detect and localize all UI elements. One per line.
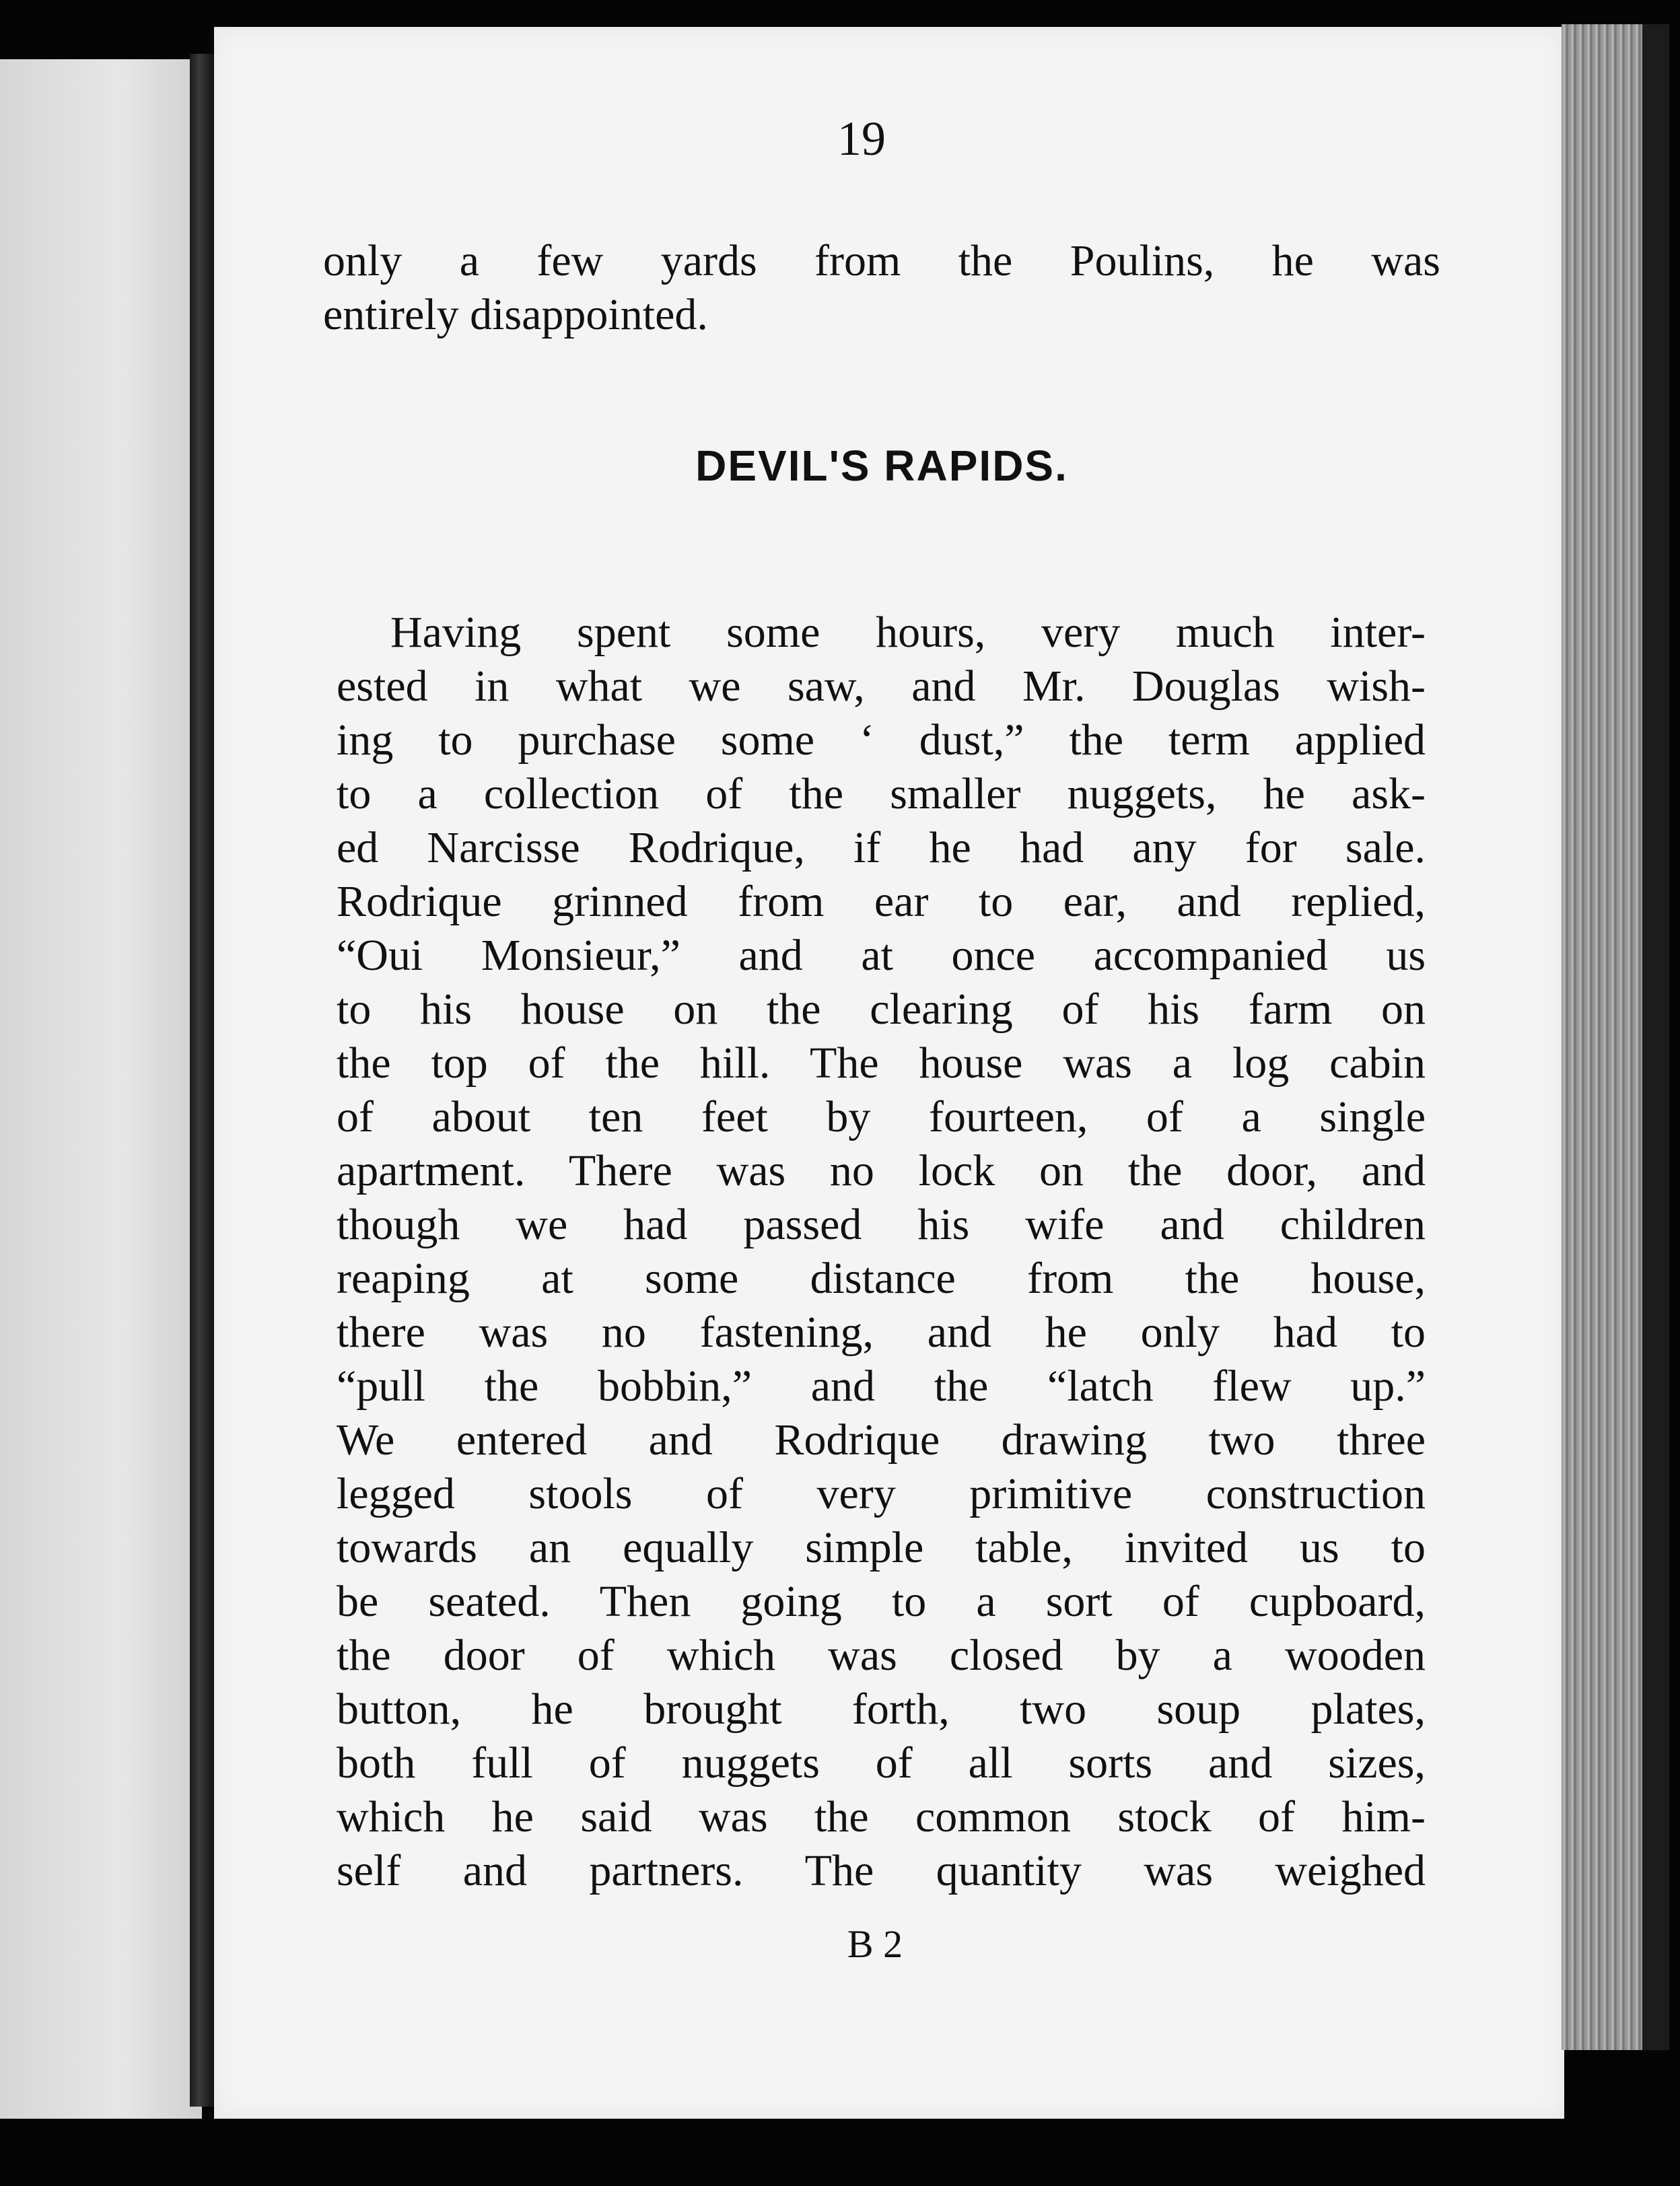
text-line: We entered and Rodrique drawing two three bbox=[337, 1415, 1426, 1465]
text-line: ested in what we saw, and Mr. Douglas wish- bbox=[337, 662, 1426, 711]
text-line: reaping at some distance from the house, bbox=[337, 1254, 1426, 1303]
text-line: ing to purchase some ‘ dust,” the term applied bbox=[337, 715, 1426, 765]
book-cover-edge bbox=[1642, 24, 1669, 2050]
text-line: to his house on the clearing of his farm on bbox=[337, 985, 1426, 1034]
text-line: self and partners. The quantity was weighed bbox=[337, 1846, 1426, 1895]
text-line: only a few yards from the Poulins, he was bbox=[323, 236, 1440, 285]
text-line: “Oui Monsieur,” and at once accompanied us bbox=[337, 931, 1426, 980]
signature-mark: B 2 bbox=[847, 1922, 903, 1966]
page-number: 19 bbox=[837, 112, 886, 166]
text-line: towards an equally simple table, invited us to bbox=[337, 1523, 1426, 1572]
text-line: though we had passed his wife and children bbox=[337, 1200, 1426, 1249]
text-line: apartment. There was no lock on the door, and bbox=[337, 1146, 1426, 1195]
left-page-margin bbox=[0, 59, 202, 2119]
text-line: entirely disappointed. bbox=[323, 290, 708, 339]
text-line: both full of nuggets of all sorts and sizes, bbox=[337, 1738, 1426, 1788]
section-heading: DEVIL'S RAPIDS. bbox=[695, 442, 1068, 490]
text-line: “pull the bobbin,” and the “latch flew up.” bbox=[337, 1362, 1426, 1411]
text-line: button, he brought forth, two soup plates, bbox=[337, 1685, 1426, 1734]
book-gutter bbox=[190, 54, 214, 2107]
text-line: the top of the hill. The house was a log cabin bbox=[337, 1038, 1426, 1088]
intro-paragraph bbox=[323, 234, 1440, 342]
text-line: which he said was the common stock of him- bbox=[337, 1792, 1426, 1841]
text-line: Having spent some hours, very much inter- bbox=[390, 608, 1426, 657]
body-paragraph bbox=[337, 606, 1426, 1898]
text-line: ed Narcisse Rodrique, if he had any for sale. bbox=[337, 823, 1426, 872]
text-line: legged stools of very primitive construction bbox=[337, 1469, 1426, 1518]
text-line: the door of which was closed by a wooden bbox=[337, 1631, 1426, 1680]
page-edges bbox=[1562, 24, 1642, 2050]
text-line: there was no fastening, and he only had to bbox=[337, 1308, 1426, 1357]
text-line: Rodrique grinned from ear to ear, and replied, bbox=[337, 877, 1426, 926]
text-line: to a collection of the smaller nuggets, he ask- bbox=[337, 769, 1426, 818]
text-line: be seated. Then going to a sort of cupboard, bbox=[337, 1577, 1426, 1626]
text-line: of about ten feet by fourteen, of a single bbox=[337, 1092, 1426, 1141]
